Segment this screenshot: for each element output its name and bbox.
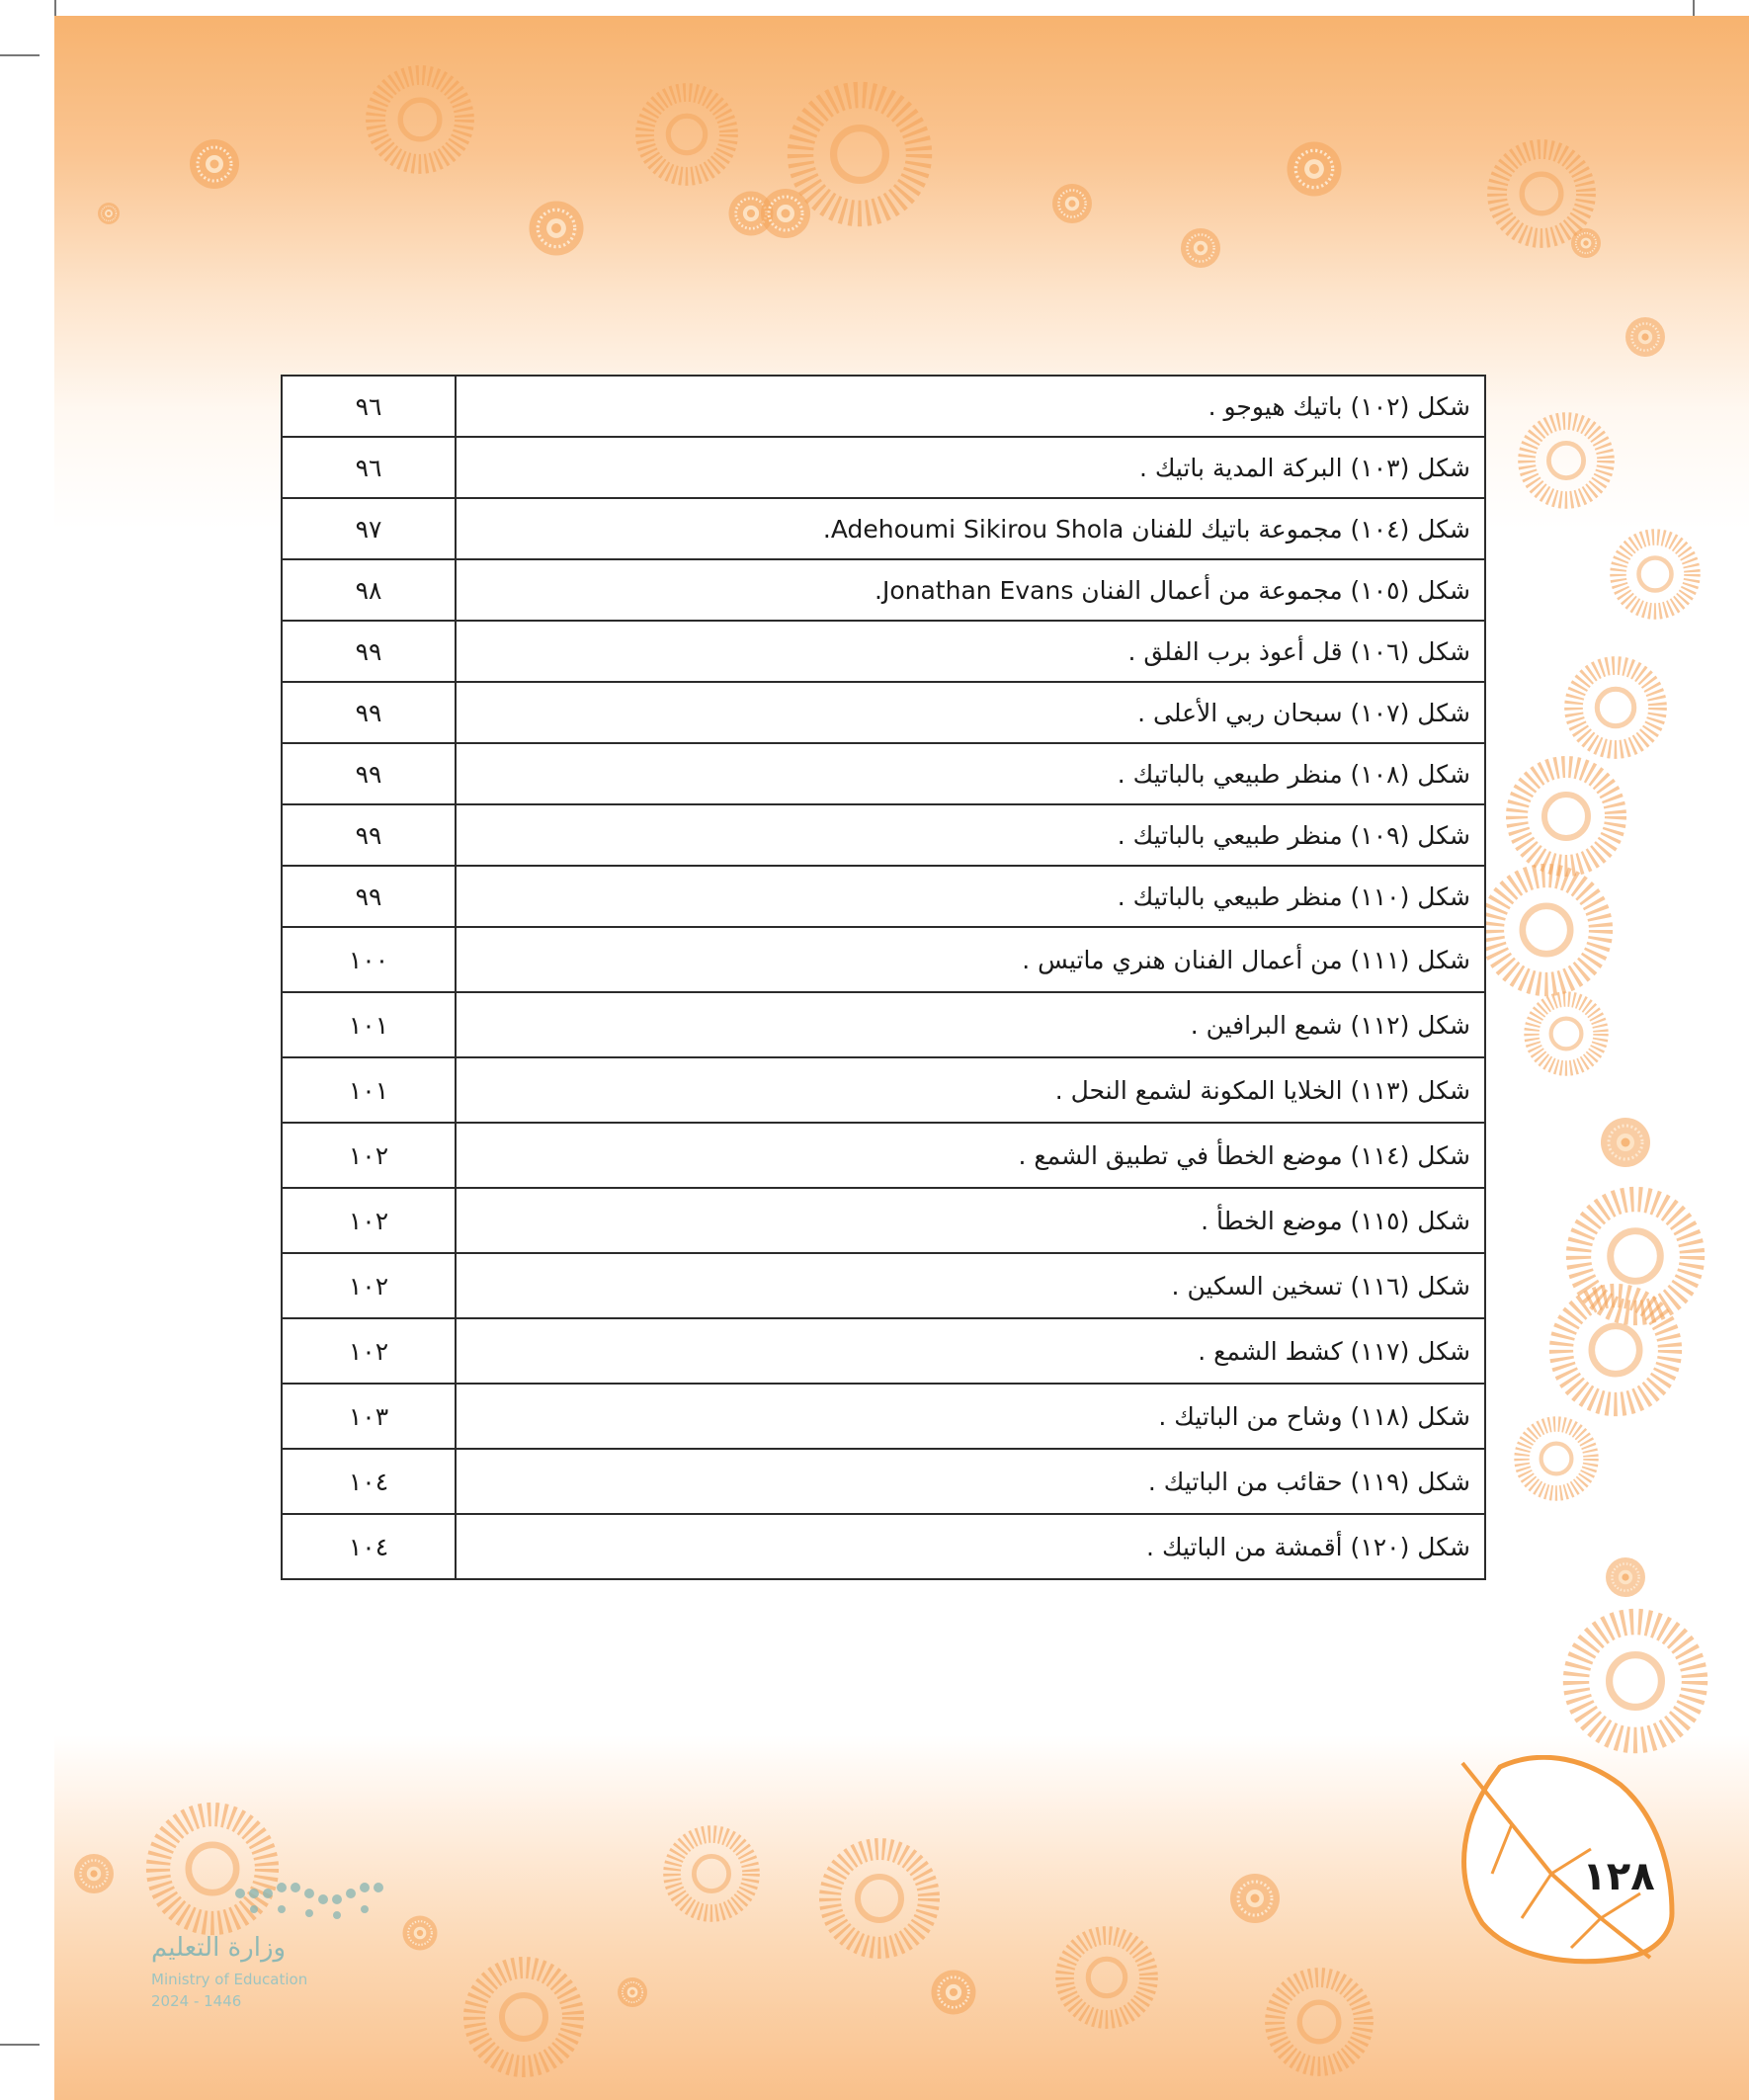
table-row [282,1123,1485,1188]
sunburst-ornament-icon [800,95,919,213]
logo-arabic-text: وزارة التعليم [151,1933,287,1963]
logo-dots-icon [230,1874,388,1933]
page-reference: ١٠٢ [282,1188,456,1253]
table-row [282,559,1485,621]
figure-caption: شكل (١٠٤) مجموعة باتيك للفنان Adehoumi Sikirou Shola. [456,498,1485,559]
figure-caption: شكل (١١٧) كشط الشمع . [456,1318,1485,1384]
sunburst-ornament-icon [618,1977,647,2007]
figure-caption: شكل (١١٢) شمع البرافين . [456,992,1485,1057]
book-page [54,16,1749,2100]
sunburst-ornament-icon [530,202,584,256]
page-reference: ٩٧ [282,498,456,559]
figure-caption: شكل (١١٤) موضع الخطأ في تطبيق الشمع . [456,1123,1485,1188]
sunburst-ornament-icon [1052,184,1092,223]
page-reference: ٩٩ [282,743,456,804]
crop-mark [0,54,40,56]
sunburst-ornament-icon [1601,1118,1650,1167]
sunburst-ornament-icon [761,189,810,238]
figure-caption: شكل (١١١) من أعمال الفنان هنري ماتيس . [456,927,1485,992]
table-row [282,1057,1485,1123]
figure-caption: شكل (١٠٧) سبحان ربي الأعلى . [456,682,1485,743]
logo-year-text: 2024 - 1446 [151,1992,242,2010]
sunburst-ornament-icon [74,1854,114,1893]
table-row [282,1514,1485,1579]
page-reference: ١٠٤ [282,1449,456,1514]
page-reference: ١٠٢ [282,1253,456,1318]
logo-english-text: Ministry of Education [151,1971,308,1988]
sunburst-ornament-icon [1527,421,1606,500]
figure-caption: شكل (١١٠) منظر طبيعي بالباتيك . [456,866,1485,927]
sunburst-ornament-icon [1497,149,1586,238]
figure-caption: شكل (١٠٢) باتيك هيوجو . [456,376,1485,437]
table-row [282,1384,1485,1449]
sunburst-ornament-icon [1230,1874,1280,1923]
table-row [282,1188,1485,1253]
figure-index-table [281,375,1486,1580]
table-row [282,866,1485,927]
sunburst-ornament-icon [1065,1936,1149,2020]
table-row [282,743,1485,804]
sunburst-ornament-icon [1571,228,1601,258]
page-reference: ١٠١ [282,1057,456,1123]
figure-caption: شكل (١١٦) تسخين السكين . [456,1253,1485,1318]
figure-caption: شكل (١٠٦) قل أعوذ برب الفلق . [456,621,1485,682]
table-row [282,1318,1485,1384]
sunburst-ornament-icon [1625,317,1665,357]
sunburst-ornament-icon [375,75,464,164]
sunburst-ornament-icon [1275,1977,1364,2066]
page-reference: ٩٩ [282,621,456,682]
page-reference: ١٠٠ [282,927,456,992]
sunburst-ornament-icon [1517,767,1616,866]
table-row [282,498,1485,559]
page-reference: ٩٦ [282,376,456,437]
page-reference: ١٠٤ [282,1514,456,1579]
page-reference: ٩٩ [282,866,456,927]
page-number: ١٢٨ [1582,1854,1655,1899]
sunburst-ornament-icon [830,1849,929,1948]
sunburst-ornament-icon [98,203,120,224]
table-row [282,682,1485,743]
figure-caption: شكل (١١٥) موضع الخطأ . [456,1188,1485,1253]
page-reference: ٩٦ [282,437,456,498]
sunburst-ornament-icon [645,93,729,177]
figure-caption: شكل (١٠٩) منظر طبيعي بالباتيك . [456,804,1485,866]
page-reference: ١٠٢ [282,1123,456,1188]
figure-caption: شكل (١٠٣) البركة المدية باتيك . [456,437,1485,498]
sunburst-ornament-icon [1532,999,1601,1068]
table-row [282,376,1485,437]
figure-caption: شكل (١١٩) حقائب من الباتيك . [456,1449,1485,1514]
figure-caption: شكل (١١٣) الخلايا المكونة لشمع النحل . [456,1057,1485,1123]
figure-caption: شكل (١١٨) وشاح من الباتيك . [456,1384,1485,1449]
sunburst-ornament-icon [474,1968,573,2066]
sunburst-ornament-icon [190,139,239,189]
sunburst-ornament-icon [1288,142,1342,197]
crop-mark [0,2044,40,2046]
page-reference: ٩٩ [282,682,456,743]
page-reference: ١٠٢ [282,1318,456,1384]
sunburst-ornament-icon [1576,1622,1695,1740]
sunburst-ornament-icon [1574,666,1658,750]
table-row [282,437,1485,498]
sunburst-ornament-icon [1619,538,1693,612]
figure-caption: شكل (١٠٨) منظر طبيعي بالباتيك . [456,743,1485,804]
table-row [282,804,1485,866]
sunburst-ornament-icon [1492,876,1601,984]
sunburst-ornament-icon [672,1834,751,1913]
page-reference: ١٠١ [282,992,456,1057]
figure-caption: شكل (١٢٠) أقمشة من الباتيك . [456,1514,1485,1579]
sunburst-ornament-icon [1606,1557,1645,1597]
table-row [282,927,1485,992]
table-row [282,1253,1485,1318]
page-reference: ١٠٣ [282,1384,456,1449]
sunburst-ornament-icon [1561,1296,1670,1404]
ministry-logo [112,1874,408,2010]
table-row [282,621,1485,682]
table-row [282,1449,1485,1514]
sunburst-ornament-icon [1522,1424,1591,1493]
page-reference: ٩٨ [282,559,456,621]
figure-caption: شكل (١٠٥) مجموعة من أعمال الفنان Jonathan Evans. [456,559,1485,621]
page-reference: ٩٩ [282,804,456,866]
sunburst-ornament-icon [1181,228,1220,268]
sunburst-ornament-icon [932,1971,976,2015]
table-row [282,992,1485,1057]
